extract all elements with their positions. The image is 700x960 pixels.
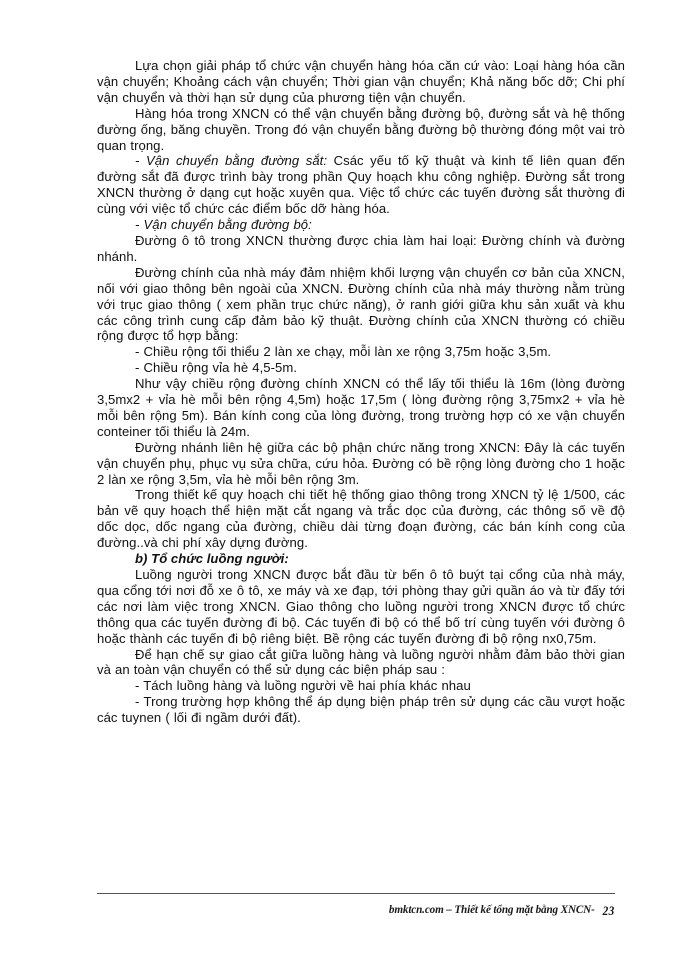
footer-content bbox=[97, 898, 615, 916]
document-body bbox=[97, 58, 625, 726]
paragraph-13: Luồng người trong XNCN được bắt đầu từ bến ô tô buýt tại cổng của nhà máy, qua cổng tới nơi đỗ xe ô tô, xe máy và xe đạp, tới phòng thay gửi quần áo và từ đấy tới các nơi làm việc trong XNCN. Giao thông cho luồng người trong XNCN được tổ chức thông qua các tuyến đường đi bộ. Các tuyến đi bộ có thể bố trí cùng tuyến với đường ô hoặc thành các tuyến đi bộ riêng biệt. Bề rộng các tuyến đường đi bộ rộng nx0,75m. bbox=[97, 567, 625, 646]
list-item-lane-width: - Chiều rộng tối thiểu 2 làn xe chạy, mỗi làn xe rộng 3,75m hoặc 3,5m. bbox=[135, 344, 552, 360]
paragraph-5: Đường ô tô trong XNCN thường được chia làm hai loại: Đường chính và đường nhánh. bbox=[97, 232, 625, 264]
paragraph-1: Lựa chọn giải pháp tổ chức vận chuyển hàng hóa căn cứ vào: Loại hàng hóa cần vận chuyển; Khoảng cách vận chuyển; Thời gian vận chuyển; Khả năng bốc dỡ; Chi phí vận chuyển và thời hạn sử dụng của phương tiện vận chuyển. bbox=[97, 58, 625, 105]
paragraph-11: Trong thiết kế quy hoạch chi tiết hệ thống giao thông trong XNCN tỷ lệ 1/500, các bản vẽ quy hoạch thể hiện mặt cắt ngang và trắc dọc của đường, các thông số về độ dốc dọc, dốc ngang của đường, chiều dài từng đoạn đường, các bán kính cong của đường..và chi phí xây dựng đường. bbox=[97, 487, 625, 551]
list-item-separate-flows: - Tách luồng hàng và luồng người về hai phía khác nhau bbox=[135, 678, 471, 694]
section-heading-b: b) Tổ chức luồng người: bbox=[135, 551, 289, 567]
page-number: 23 bbox=[602, 904, 615, 918]
footer-divider bbox=[97, 893, 615, 894]
runin-heading-rail: - Vận chuyển bằng đường sắt: bbox=[135, 153, 328, 169]
list-item-overpass-tunnel: - Trong trường hợp không thể áp dụng biện pháp trên sử dụng các cầu vượt hoặc các tuynen ( lối đi ngầm dưới đất). bbox=[97, 694, 625, 726]
paragraph-9: Như vậy chiều rộng đường chính XNCN có thể lấy tối thiểu là 16m (lòng đường 3,5mx2 + vỉa hè mỗi bên rộng 4,5m) hoặc 17,5m ( lòng đường rộng 3,75mx2 + vỉa hè mỗi bên rộng 5m). Bán kính cong của lòng đường, trong trường hợp có xe vận chuyển conteiner tối thiểu là 24m. bbox=[97, 376, 625, 439]
paragraph-2: Hàng hóa trong XNCN có thể vận chuyển bằng đường bộ, đường sắt và hệ thống đường ống, băng chuyền. Trong đó vận chuyển bằng đường bộ thường đóng một vai trò quan trọng. bbox=[97, 105, 625, 153]
page-footer bbox=[97, 893, 615, 916]
paragraph-6: Đường chính của nhà máy đảm nhiệm khối lượng vận chuyển cơ bản của XNCN, nối với giao thông bên ngoài của XNCN. Đường chính của nhà máy thường nằm trùng với trục giao thông ( xem phần trục chức năng), ở ranh giới giữa khu sản xuất và khu các công trình cung cấp đảm bảo kỹ thuật. Đường chính của XNCN thường có chiều rộng được tổ hợp bằng: bbox=[97, 264, 625, 344]
subheading-road-transport-label: - Vận chuyển bằng đường bộ: bbox=[135, 217, 312, 233]
footer-source-text: bmktcn.com – Thiết kế tổng mặt bằng XNCN- bbox=[388, 904, 595, 916]
subheading-road-transport bbox=[97, 217, 625, 233]
paragraph-3-body: Csác yếu tố kỹ thuật và kinh tế liên quan đến đường sắt đã được trình bày trong phần Quy hoạch khu công nghiệp. Đường sắt trong XNCN thường ở dạng cụt hoặc xuyên qua. Việc tổ chức các tuyến đường sắt thường đi cùng với việc tổ chức các điểm bốc dỡ hàng hóa. bbox=[97, 153, 626, 217]
paragraph-14: Để hạn chế sự giao cắt giữa luồng hàng và luồng người nhằm đảm bảo thời gian và an toàn vận chuyển có thể sử dụng các biện pháp sau : bbox=[97, 646, 625, 678]
paragraph-3-rail-transport bbox=[97, 153, 625, 217]
paragraph-10: Đường nhánh liên hệ giữa các bộ phận chức năng trong XNCN: Đây là các tuyến vận chuyển phụ, phục vụ sửa chữa, cứu hỏa. Đường có bề rộng lòng đường cho 1 hoặc 2 làn xe rộng 3,5m, vỉa hè mỗi bên rộng 3m. bbox=[97, 439, 625, 487]
list-item-sidewalk-width: - Chiều rộng vỉa hè 4,5-5m. bbox=[135, 360, 298, 376]
